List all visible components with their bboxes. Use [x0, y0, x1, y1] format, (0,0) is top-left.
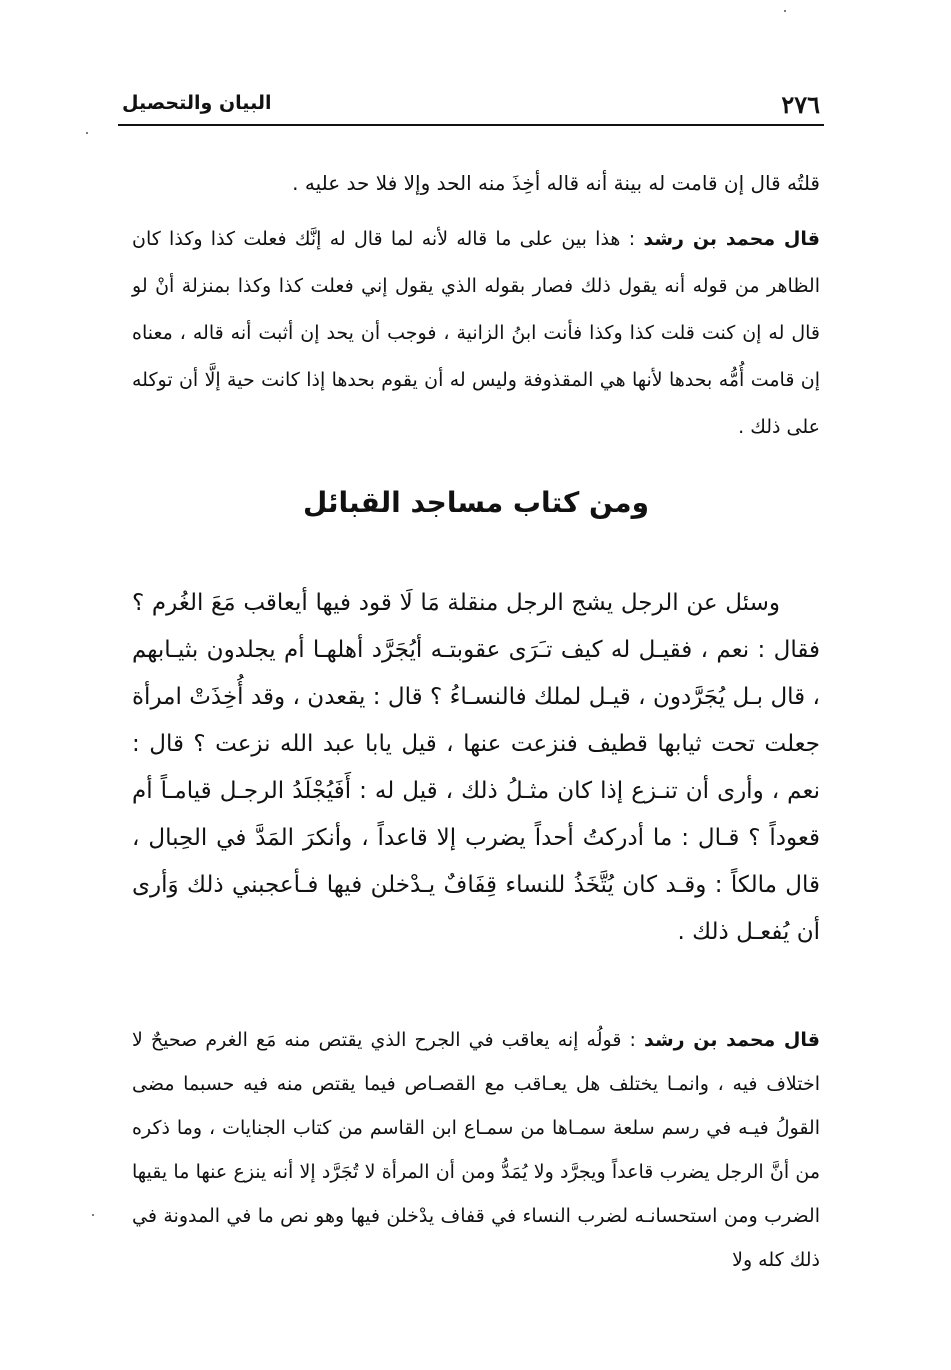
- commentary-speaker: قال محمد بن رشد: [643, 228, 820, 250]
- commentary-paragraph-2: [132, 1018, 820, 1282]
- page-number: ٢٧٦: [781, 90, 820, 119]
- section-heading: ومن كتاب مساجد القبائل: [303, 486, 649, 519]
- commentary-paragraph-1: [132, 216, 820, 451]
- scan-speck: [92, 1214, 94, 1216]
- page-header: [118, 84, 824, 126]
- commentary-speaker: قال محمد بن رشد: [643, 1029, 820, 1051]
- paragraph-continuation: قلتُه قال إن قامت له بينة أنه قاله أخِذَ منه الحد وإلا فلا حد عليه .: [292, 171, 820, 195]
- question-paragraph: وسئل عن الرجل يشج الرجل منقلة مَا لَا قود فيها أيعاقب مَعَ الغُرم ؟ فقال : نعم ، فقيـل له كيف تـَرَى عقوبتـه أيُجَرَّد أهلهـا أم يجلدون بثيـابهم ، قال بـل يُجَرَّدون ، قيـل لملك فالنسـاءُ ؟ قال : يقعدن ، وقد أُخِذَتْ امرأة جعلت تحت ثيابها قطيف فنزعت عنها ، قيل يابا عبد الله نزعت ؟ قال : نعم ، وأرى أن تنـزع إذا كان مثـلُ ذلك ، قيل له : أَفَيُجْلَدُ الرجـل قيامـاً أم قعوداً ؟ قـال : ما أدركتُ أحداً يضرب إلا قاعداً ، وأنكرَ المَدَّ في الحِبال ، قال مالكاً : وقـد كان يُتَّخَذُ للنساء قِفَافٌ يـدْخلن فيها فـأعجبني ذلك وَأرى أن يُفعـل ذلك .: [132, 590, 820, 945]
- commentary-text: : هذا بين على ما قاله لأنه لما قال له إنَّك فعلت كذا وكذا كان الظاهر من قوله أنه يقول ذلك فصار بقوله الذي يقول إني فعلت كذا وكذا بمنزلة أنْ لو قال له إن كنت قلت كذا وكذا فأنت ابنُ الزانية ، فوجب أن يحد إن أثبت أنه قاله ، معناه إن قامت أُمُّه بحدها لأنها هي المقذوفة وليس له أن يقوم بحدها إذا كانت حية إلَّا أن توكله على ذلك .: [132, 228, 820, 438]
- commentary-text: : قولُه إنه يعاقب في الجرح الذي يقتص منه مَع الغرم صحيحٌ لا اختلاف فيه ، وانمـا يختلف هل يعـاقب مع القصـاص فيما يقتص منه فيه حسبما مضى القولُ فيـه في رسم سلعة سمـاها من سمـاع ابن القاسم من كتاب الجنايات ، وما ذكره من أنَّ الرجل يضرب قاعداً ويجرَّد ولا يُمَدُّ ومن أن المرأة لا تُجَرَّد إلا أنه ينزع عنها ما يقيها الضرب ومن استحسانـه لضرب النساء في قفاف يدْخلن فيها وهو نص ما في المدونة في ذلك كله ولا: [132, 1029, 820, 1271]
- scan-speck: [784, 10, 786, 12]
- running-title: البيان والتحصيل: [122, 92, 272, 114]
- scan-speck: [86, 132, 88, 134]
